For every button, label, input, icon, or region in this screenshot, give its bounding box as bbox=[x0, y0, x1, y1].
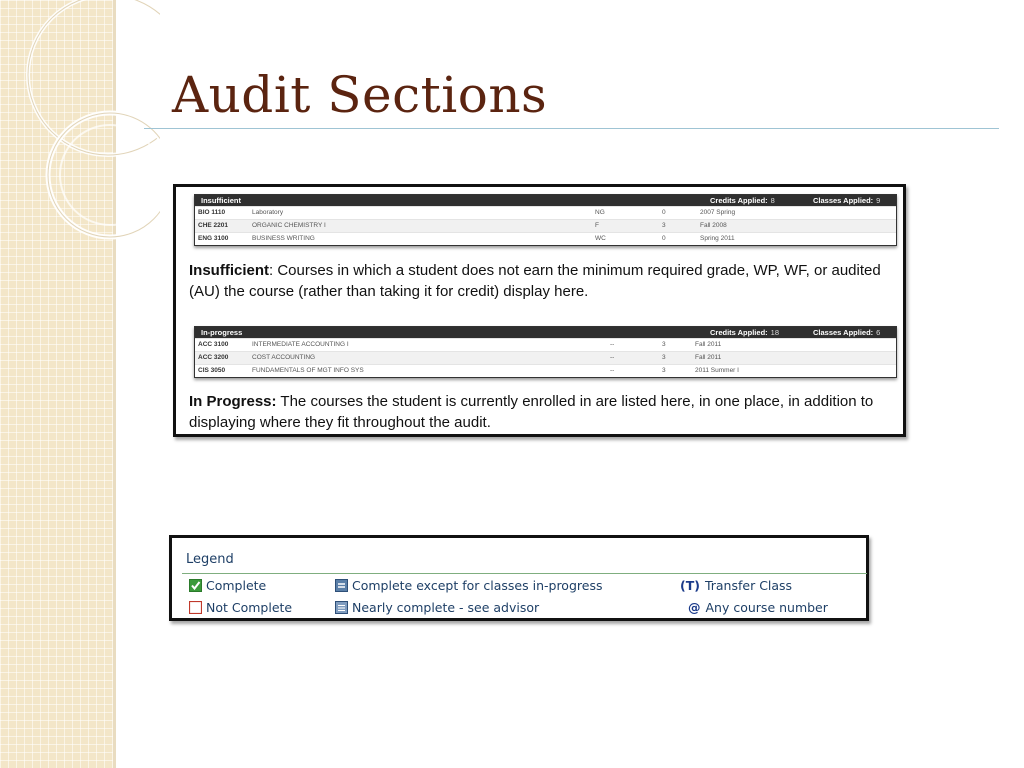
course-credits: 0 bbox=[662, 209, 666, 216]
course-title: BUSINESS WRITING bbox=[252, 235, 315, 242]
transfer-mark: (T) bbox=[680, 578, 700, 593]
course-credits: 3 bbox=[662, 354, 666, 361]
legend-complete-except bbox=[335, 578, 602, 593]
legend-any-course-label: Any course number bbox=[705, 600, 828, 615]
legend-complete bbox=[189, 578, 266, 593]
credits-label: Credits Applied: bbox=[710, 328, 768, 337]
classes-value: 6 bbox=[876, 328, 881, 337]
classes-applied bbox=[813, 328, 880, 337]
legend-transfer-label: Transfer Class bbox=[704, 578, 793, 593]
legend-panel bbox=[169, 535, 869, 621]
course-term: 2011 Summer I bbox=[695, 367, 739, 374]
course-grade: -- bbox=[610, 367, 615, 374]
course-credits: 0 bbox=[662, 235, 666, 242]
legend-transfer bbox=[680, 578, 792, 593]
course-term: 2007 Spring bbox=[700, 209, 736, 216]
classes-label: Classes Applied: bbox=[813, 196, 874, 205]
legend-title: Legend bbox=[186, 552, 234, 567]
course-title: INTERMEDIATE ACCOUNTING I bbox=[252, 341, 349, 348]
course-term: Fall 2011 bbox=[695, 341, 722, 348]
audit-sections-figure bbox=[173, 184, 906, 437]
course-grade: NG bbox=[595, 209, 605, 216]
course-code: CIS 3050 bbox=[198, 367, 226, 374]
course-code: ACC 3200 bbox=[198, 354, 229, 361]
legend-any-course bbox=[688, 600, 828, 615]
legend-nearly-complete bbox=[335, 600, 539, 615]
blue-partial-icon bbox=[335, 579, 348, 592]
blue-nearly-icon bbox=[335, 601, 348, 614]
legend-not-complete-label: Not Complete bbox=[206, 600, 293, 615]
course-credits: 3 bbox=[662, 367, 666, 374]
table-row bbox=[195, 364, 896, 377]
in-progress-header bbox=[195, 327, 896, 338]
section-name: In-progress bbox=[201, 328, 243, 337]
table-row bbox=[195, 232, 896, 245]
legend-complete-except-label: Complete except for classes in-progress bbox=[352, 578, 603, 593]
course-grade: -- bbox=[610, 341, 615, 348]
classes-label: Classes Applied: bbox=[813, 328, 874, 337]
insufficient-description bbox=[189, 260, 894, 302]
insufficient-header bbox=[195, 195, 896, 206]
insufficient-text: : Courses in which a student does not earn the minimum required grade, WP, WF, or audited (AU) the course (rather than taking it for credit) display here. bbox=[189, 262, 881, 300]
course-code: CHE 2201 bbox=[198, 222, 228, 229]
green-check-icon bbox=[189, 579, 202, 592]
table-row bbox=[195, 219, 896, 232]
slide-title: Audit Sections bbox=[172, 66, 548, 124]
credits-label: Credits Applied: bbox=[710, 196, 768, 205]
red-empty-box-icon bbox=[189, 601, 202, 614]
course-term: Fall 2008 bbox=[700, 222, 727, 229]
in-progress-section-table bbox=[194, 326, 897, 378]
course-credits: 3 bbox=[662, 222, 666, 229]
classes-applied bbox=[813, 196, 880, 205]
course-credits: 3 bbox=[662, 341, 666, 348]
at-mark: @ bbox=[688, 600, 701, 615]
course-code: BIO 1110 bbox=[198, 209, 226, 216]
table-row bbox=[195, 351, 896, 364]
course-title: COST ACCOUNTING bbox=[252, 354, 316, 361]
insufficient-term: Insufficient bbox=[189, 262, 270, 279]
course-grade: F bbox=[595, 222, 599, 229]
course-code: ACC 3100 bbox=[198, 341, 229, 348]
in-progress-text: The courses the student is currently enrolled in are listed here, in one place, in addition to displaying where they fit throughout the audit. bbox=[189, 393, 874, 431]
legend-divider bbox=[182, 573, 867, 574]
decorative-circles bbox=[0, 0, 160, 260]
legend-nearly-complete-label: Nearly complete - see advisor bbox=[352, 600, 540, 615]
in-progress-rows bbox=[195, 338, 896, 377]
course-title: ORGANIC CHEMISTRY I bbox=[252, 222, 326, 229]
course-grade: -- bbox=[610, 354, 615, 361]
course-title: Laboratory bbox=[252, 209, 284, 216]
credits-applied bbox=[710, 328, 779, 337]
credits-applied bbox=[710, 196, 775, 205]
insufficient-section-table bbox=[194, 194, 897, 246]
title-underline bbox=[144, 128, 999, 129]
course-term: Spring 2011 bbox=[700, 235, 735, 242]
course-title: FUNDAMENTALS OF MGT INFO SYS bbox=[252, 367, 364, 374]
legend-complete-label: Complete bbox=[206, 578, 267, 593]
course-code: ENG 3100 bbox=[198, 235, 229, 242]
insufficient-rows bbox=[195, 206, 896, 245]
course-grade: WC bbox=[595, 235, 606, 242]
legend-not-complete bbox=[189, 600, 292, 615]
table-row bbox=[195, 206, 896, 219]
classes-value: 9 bbox=[876, 196, 881, 205]
credits-value: 18 bbox=[770, 328, 779, 337]
credits-value: 8 bbox=[770, 196, 775, 205]
in-progress-term: In Progress: bbox=[189, 393, 277, 410]
course-term: Fall 2011 bbox=[695, 354, 722, 361]
in-progress-description bbox=[189, 391, 894, 433]
section-name: Insufficient bbox=[201, 196, 242, 205]
table-row bbox=[195, 338, 896, 351]
